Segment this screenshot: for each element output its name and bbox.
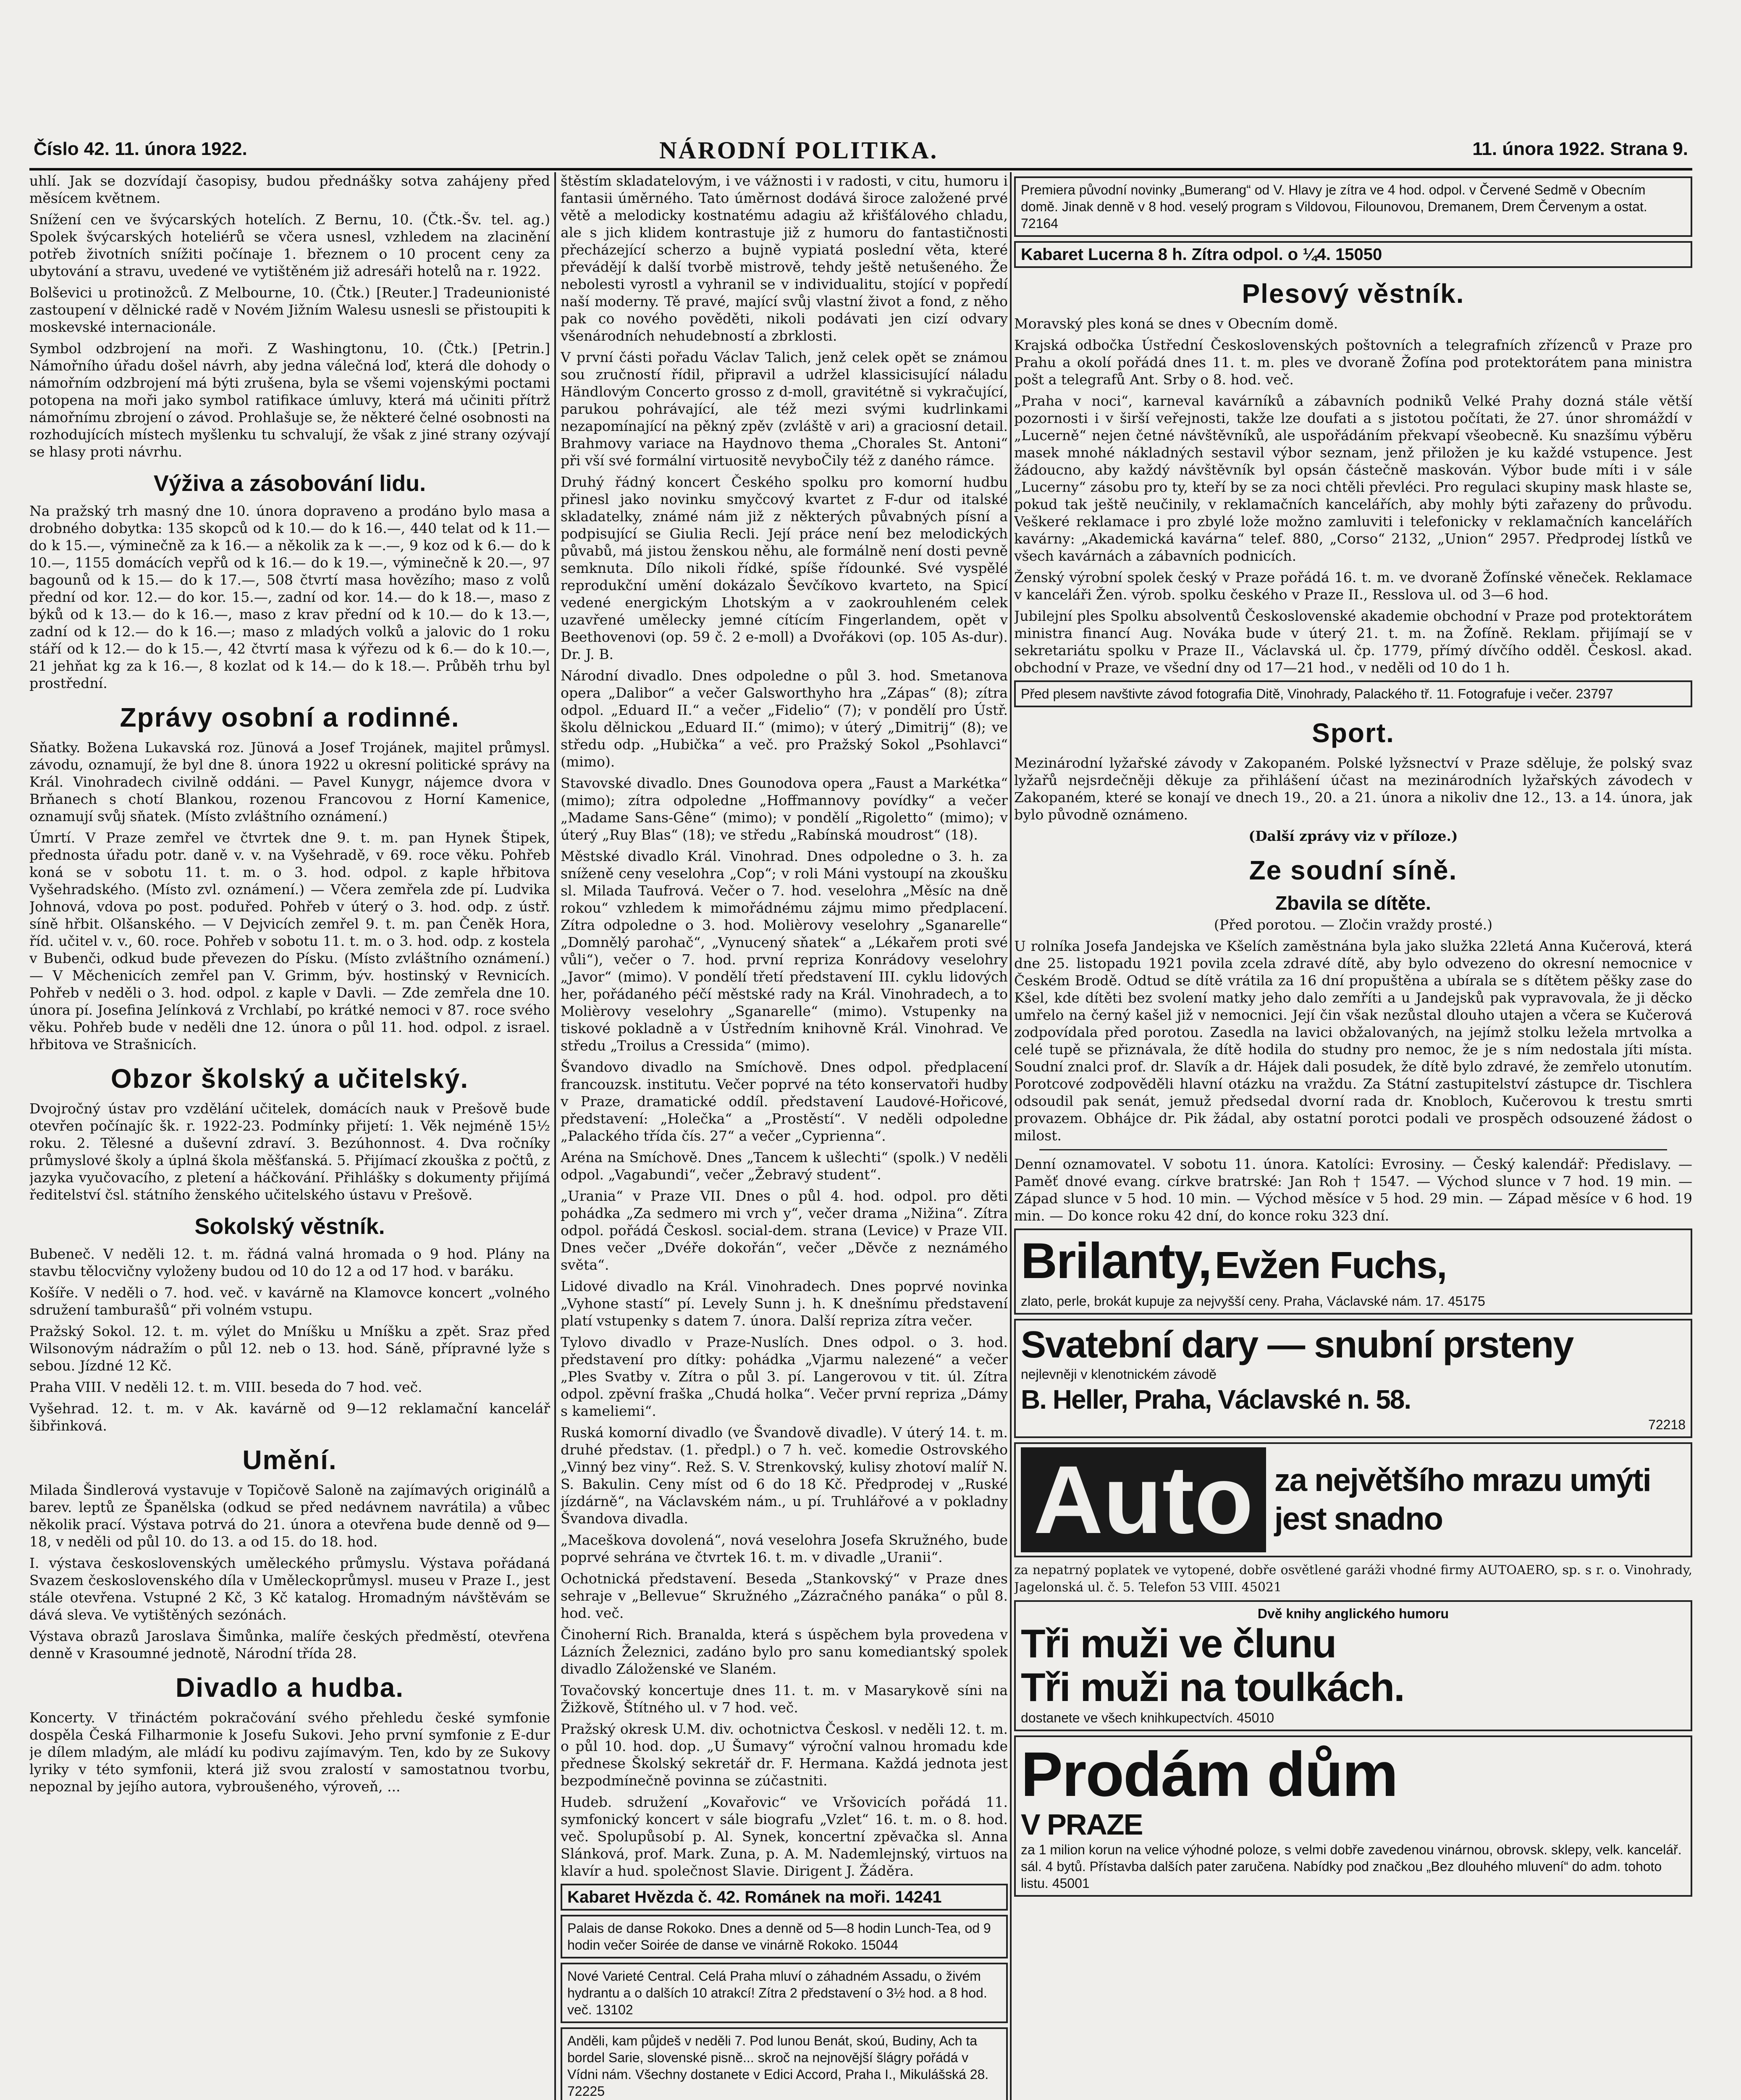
ad-bumerang: Premiera původní novinky „Bumerang“ od V. Hlavy je zítra ve 4 hod. odpol. v Červené Sedmě v Obecním domě. Jinak denně v 8 hod. veselý program s Vildovou, Filounovou, Dremanem, Drem Červenym a ostat. 72164 <box>1014 176 1692 237</box>
divider <box>1039 1149 1667 1150</box>
ad-brilanty <box>1014 1228 1692 1315</box>
ad-book-title-1: Tři muži ve člunu <box>1021 1621 1336 1666</box>
ad-rings-text: nejlevněji v klenotnickém závodě <box>1021 1367 1217 1382</box>
ad-rings-shop: B. Heller, Praha, Václavské n. 58. <box>1021 1384 1411 1415</box>
theatre-listing: Městské divadlo Král. Vinohrad. Dnes odpoledne o 3. h. za sníženě ceny veselohra „Cop“; v roli Máni vystoupí na zkoušku sl. Milada Taufrová. Večer o 7. hod. veselohra „Měsíc na dně rokou“ vzhledem k mimořádnému zájmu mimo předplacení. Zítra odpoledne o 3. hod. Molièrovy veselohry „Sganarelle“ „Domnělý parohač“, „Vynucený sňatek“ a „Lékařem proti své vůli“), večer o 7. hod. první repriza Konrádovy veselohry „Javor“ (mimo). V pondělí třetí představení III. cyklu lidových her, pořádaného péčí městské rady na Král. Vinohradech, a to Molièrovy veselohry „Sganarelle“ (mimo). Vstupenky na tiskové pokladně a v Ústředním knihovně Král. Vinohrad. Ve středu „Troilus a Cressida“ (mimo). <box>561 848 1008 1054</box>
section-heading-court: Ze soudní síně. <box>1249 855 1458 885</box>
theatre-listing: Lidové divadlo na Král. Vinohradech. Dnes poprvé novinka „Vyhone stastí“ pí. Levely Sunn j. h. K dnešnímu představení platí vstupenky s datem 7. února. Další repriza zítra večer. <box>561 1278 1008 1329</box>
art-item: Výstava obrazů Jaroslava Šimůnka, malíře českých předměstí, otevřena denně v Krasoumné jednotě, Národní třída 28. <box>29 1628 550 1662</box>
column-rule <box>554 172 556 2100</box>
section-heading-balls: Plesový věstník. <box>1242 278 1465 309</box>
concert-review-cont: štěstím skladatelovým, i ve vážnosti i v radosti, v citu, humoru i fantasii úměrného. Tato úměrnost dodává široce založené prvé větě a melodicky kostnatému adagiu až křišťálového chladu, ale s jich klidem kontrastuje již z humoru do fantastičnosti přecházející scherzo a bujně vypiatá poslední věta, které převádějí k další tvorbě mistrově, tehdy ještě netušeného. Že nebolesti vyrostl a vyhranil se v individualitu, stojící v popředí naší moderny. Tě pravé, mající svůj vlastní život a fond, z něho pak co nového pověděti, nikoli podávati jen cizí odvary všenárodních nehudebností a zbrklosti. <box>561 173 1008 344</box>
ad-rings-code: 72218 <box>1648 1417 1686 1432</box>
theatre-listing: Pražský okresk U.M. div. ochotnictva Českosl. v neděli 12. t. m. o půl 10. hod. dop. „U Šumavy“ výroční valnou hromadu kde přednese Školský sekretář dr. F. Hermana. Každá jednota jest bezpodmínečně povinna se zúčastniti. <box>561 1721 1008 1789</box>
ad-photo: Před plesem navštivte závod fotografia Ditě, Vinohrady, Palackého tř. 11. Fotografuje i večer. 23797 <box>1014 680 1692 707</box>
ad-house-city: V PRAZE <box>1021 1808 1143 1841</box>
ball-item: „Praha v noci“, karneval kavárníků a zábavních podniků Velké Prahy dozná stále větší pozornosti i v širší veřejnosti, takže lze doufati a s jistotou počítati, že 27. únor shromáždí v „Lucerně“ nejen četné návštěvníků, ale uspořádáním překvapí všeobecně. Ku snazšímu výběru masek mnohé nákladných sestavil výbor seznam, jenž přiložen je ku každé vstupence. Jest žádoucno, aby každý návštěvník byl opsán částečně maskován. Výbor bude míti i v sále „Lucerny“ zásobu pro ty, kteří by se za noci chtěli převléci. Pro regulaci skupiny mask hlaste se, pokud tak ještě neučinily, v reklamačních kancelářích, aby mohly býti zařazeny do průvodu. Veškeré reklamace i pro zbylé lože možno zamluviti i telefonicky v reklamačních kancelářích kavárny: „Akademická kavárna“ telef. 880, „Corso“ 2132, „Union“ 2957. Předprodej lístků ve všech kavárnách a zábavních podnicích. <box>1014 393 1692 564</box>
page-header <box>29 136 1692 171</box>
theatre-listing: Aréna na Smíchově. Dnes „Tancem k ušlechti“ (spolk.) V neděli odpol. „Vagabundi“, večer „Žebravý student“. <box>561 1149 1008 1183</box>
theatre-listing: Činoherní Rich. Branalda, která s úspěchem byla provedena v Lázních Železnici, zadáno bylo pro sanu komediantský spolek divadlo Záloženské ve Slaném. <box>561 1626 1008 1677</box>
supplement-note: (Další zprávy viz v příloze.) <box>1248 828 1458 844</box>
news-disarmament: Symbol odzbrojení na moři. Z Washingtonu, 10. (Čtk.) [Petrin.] Námořního úřadu došel návrh, aby jedna válečná loď, která dle dohody o námořním odzbrojení má býti zrušena, byla se všemi vojenskými poctami potopena na moři jako symbol ratifikace úmluvy, která má učiniti přítrž námořnímu zbrojení o závod. Prohlašuje se, že některé čelné osobnosti na rozhodujících místech myšlenku tu schvalují, že však z jiné strany ozývají se hlasy proti návrhu. <box>29 340 550 460</box>
ad-lucerna: Kabaret Lucerna 8 h. Zítra odpol. o ¼4. 15050 <box>1014 241 1692 268</box>
column-2 <box>561 172 1008 2100</box>
ball-item: Jubilejní ples Spolku absolventů Československé akademie obchodní v Praze pod protektorátem ministra financí Aug. Nováka bude v úterý 21. t. m. na Žofíně. Reklam. přijímají se v sekretariátu spolku v Praze II., Václavská ul. čp. 1779, přímý dívčího odděl. Českosl. akad. obchodní v Praze, ve všední dny od 17—21 hod., v neděli od 10 do 1 h. <box>1014 608 1692 676</box>
school-notice: Dvojročný ústav pro vzdělání učitelek, domácích nauk v Prešově bude otevřen počínajíc šk. r. 1922-23. Podmínky přijetí: 1. Věk nejméně 15½ roku. 2. Tělesné a duševní zdraví. 3. Bezúhonnost. 4. Dva ročníky průmyslové školy a úplná škola měšťanská. 5. Přijímací zkouška z počtů, z jazyka vyučovacího, z pletení a háčkování. Přihlášky s dokumenty přijímá ředitelství čsl. státního ženského učitelského ústavu v Prešově. <box>29 1100 550 1203</box>
ad-house-title: Prodám dům <box>1021 1739 1398 1809</box>
theatre-listing: „Urania“ v Praze VII. Dnes o půl 4. hod. odpol. pro děti pohádka „Za sedmero mi vrch y“, večer drama „Nižina“. Zítra odpol. pořádá Českosl. social-dem. strana (Levice) v Praze VII. Dnes večer „Dvéře dokořán“, večer „Děvče z neznámého světa“. <box>561 1188 1008 1273</box>
sport-item: Mezinárodní lyžařské závody v Zakopaném. Polské lyžsnectví v Praze sděluje, že polský svaz lyžařů nejsrdečněji děkuje za přihlášení účast na mezinárodních lyžařských závodech v Zakopaném, které se konají ve dnech 19., 20. a 21. února a nikoliv dne 12., 13. a 14. února, jak bylo původně oznámeno. <box>1014 755 1692 823</box>
ad-auto <box>1014 1442 1692 1557</box>
ad-auto-slogan: za největšího mrazu umýti jest snadno <box>1274 1462 1651 1537</box>
daily-calendar: Denní oznamovatel. V sobotu 11. února. Katolíci: Evrosiny. — Český kalendář: Předislavy. — Paměť dnové evang. církve bratrské: Jan Roh † 1547. — Východ slunce v 7 hod. 19 min. — Západ slunce v 5 hod. 10 min. — Východ měsíce v 5 hod. 29 min. — Západ měsíce v 6 hod. 19 min. — Do konce roku 42 dní, do konce roku 323 dní. <box>1014 1156 1692 1224</box>
ad-variete: Nové Varieté Central. Celá Praha mluví o záhadném Assadu, o živém hydrantu a o dalších 10 atrakcí! Zítra 2 představení o 3½ hod. a 8 hod. več. 13102 <box>561 1963 1008 2023</box>
ad-accord: Anděli, kam půjdeš v neděli 7. Pod lunou Benát, skoú, Budiny, Ach ta bordel Sarie, slovenské pisně... skroč na nejnovější šlágry pořádá v Vídni nám. Všechny dostanete v Edici Accord, Praha I., Mikulášská 28. 72225 <box>561 2027 1008 2100</box>
ad-books-text: dostanete ve všech knihkupectvích. 45010 <box>1021 1710 1274 1725</box>
theatre-listing: Ochotnická představení. Beseda „Stankovský“ v Praze dnes sehraje v „Bellevue“ Skružného „Zázračného panáka“ o půl 8. hod. več. <box>561 1570 1008 1621</box>
ad-brilanty-text: zlato, perle, brokát kupuje za nejvyšší ceny. Praha, Václavské nám. 17. 45175 <box>1021 1294 1485 1309</box>
sokol-item: Praha VIII. V neděli 12. t. m. VIII. beseda do 7 hod. več. <box>29 1379 422 1395</box>
sokol-item: Bubeneč. V neděli 12. t. m. řádná valná hromada o 9 hod. Plány na stavbu tělocvičny vyloženy budou od 10 do 12 a od 17 hod. v baráku. <box>29 1246 550 1279</box>
page-number-date: 11. února 1922. Strana 9. <box>1472 139 1688 159</box>
chamber-music-review: Druhý řádný koncert Českého spolku pro komorní hudbu přinesl jako novinku smyčcový kvartet z F-dur od italské skladatelky, známé nám již z některých půvabných písní a podpisující se Giulia Recli. Její práce není bez melodických půvabů, má jistou ženskou něhu, ale formálně není dosti pevně semknuta. Dílo nikoli řídké, spíše řídounké. Své vyspělé reprodukční umění dokázalo Ševčíkovo kvarteto, na Spicí vedené energickým Lhotským a v zaokrouhleném celek uzavřené umělecky jemné cítícím Fingerlandem, opět v Beethovenovi (op. 59 č. 2 e-moll) a Dvořákovi (op. 105 As-dur). Dr. J. B. <box>561 474 1008 662</box>
ad-book-title-2: Tři muži na toulkách. <box>1021 1665 1404 1710</box>
marriages-notice: Sňatky. Božena Lukavská roz. Jünová a Josef Trojánek, majitel průmysl. závodu, oznamují, že byl dne 8. února 1922 u okresní politické správy na Král. Vinohradech civilně oddáni. — Pavel Kunygr, nájemce dvora v Brňanech s chotí Blankou, rozenou Francovou z Horní Kamenice, oznamují svůj sňatek. (Místo zvláštního oznámení.) <box>29 739 550 824</box>
deaths-notice: Úmrtí. V Praze zemřel ve čtvrtek dne 9. t. m. pan Hynek Štipek, přednosta úřadu potr. daně v. v. na Vyšehradě, v 69. roce věku. Pohřeb koná se v sobotu 11. t. m. o 3. hod. odpol. z kaple hřbitova Vyšehradského. (Místo zvl. oznámení.) — Včera zemřela zde pí. Ludvika Johnová, vdova po post. poduřed. Pohřeb v úterý o 3. hod. odp. z ústř. síně hřbit. Olšanského. — V Dejvicích zemřel 9. t. m. pan Čeněk Hora, říd. učitel v. v., 60. roce. Pohřeb v sobotu 11. t. m. o 3. hod. odp. z kostela v Bubenči, odkud bude převezen do Písku. (Místo zvláštního oznámení.) — V Měchenicích zemřel pan V. Grimm, býv. hostinský v Revnicích. Pohřeb v neděli o 3. hod. odpol. z kaple v Davli. — Zde zemřela dne 10. února pí. Josefina Jelínková z Vrchlabí, po krátké nemoci v 87. roce svého věku. Pohřeb bude v neděli dne 12. února o půl 11. hod. odpol. z israel. hřbitova ve Strašnicích. <box>29 830 550 1053</box>
section-heading-sport: Sport. <box>1312 718 1395 748</box>
ad-house <box>1014 1735 1692 1897</box>
section-heading-art: Umění. <box>242 1445 337 1475</box>
section-heading-school: Obzor školský a učitelský. <box>110 1063 469 1094</box>
court-title: Zbavila se dítěte. <box>1275 892 1431 914</box>
ad-kabaret-hvezda: Kabaret Hvězda č. 42. Románek na moři. 14241 <box>561 1884 1008 1911</box>
sokol-item: Košíře. V neděli o 7. hod. več. v kavárně na Klamovce koncert „volného sdružení tamburašů“ při volném vstupu. <box>29 1284 550 1318</box>
ad-brilanty-name: Evžen Fuchs, <box>1215 1244 1447 1286</box>
section-heading-theatre: Divadlo a hudba. <box>175 1672 404 1703</box>
sokol-item: Vyšehrad. 12. t. m. v Ak. kavárně od 9—12 reklamační kancelář šibřinková. <box>29 1400 550 1434</box>
section-heading-food: Výživa a zásobování lidu. <box>153 471 426 496</box>
ad-brilanty-title: Brilanty, <box>1021 1233 1211 1289</box>
section-heading-personal: Zprávy osobní a rodinné. <box>120 702 460 732</box>
theatre-listing: Tylovo divadlo v Praze-Nuslích. Dnes odpol. o 3. hod. představení pro dítky: pohádka „Vjarmu nalezené“ a večer „Ples Svatby v. Zítra o půl 3. pí. Langerovou v tit. úl. Zítra odpol. zpěvní fraška „Chudá holka“. Večer první repriza „Dámy s kameliemi“. <box>561 1334 1008 1419</box>
news-bolsheviks: Bolševici u protinožců. Z Melbourne, 10. (Čtk.) [Reuter.] Tradeunionisté zastoupení v dělnické radě v Novém Jižním Walesu usnesli se přistoupiti k moskevské internacionále. <box>29 284 550 335</box>
column-rule <box>1010 172 1012 2100</box>
article-paragraph: uhlí. Jak se dozvídají časopisy, budou přednášky sotva zahájeny před měsícem květnem. <box>29 173 550 206</box>
issue-number-date: Číslo 42. 11. února 1922. <box>34 139 247 159</box>
ad-rings-title: Svatební dary — snubní prsteny <box>1021 1324 1573 1366</box>
ad-books <box>1014 1600 1692 1731</box>
court-subtitle: (Před porotou. — Zločin vraždy prosté.) <box>1214 916 1493 933</box>
section-heading-sokol: Sokolský věstník. <box>194 1214 385 1239</box>
concert-review: Koncerty. V třináctém pokračování svého přehledu české symfonie dospěla Česká Filharmonie k Josefu Sukovi. Jeho první symfonie z E-dur je dílem mladým, ale mládí ku podivu zajímavým. Ten, kdo by ze Sukovy lyriky v této symfonii, která již svou zralostí v samostatnou tvorbu, nepoznal by jejího autora, vybroušeného, výroveň, ... <box>29 1709 550 1795</box>
concert-review-cont: V první části pořadu Václav Talich, jenž celek opět se známou sou zručností řídil, připravil a udržel klassicisující náladu Händlovým Concerto grosso z d-moll, gravitétně si vykračující, parukou pohrávající, ale též mezi svými kudrlinkami nezapomínající na pěkný zpěv (zvláště v ari) a graciosní detail. Brahmovy variace na Haydnovo thema „Chorales St. Antoni“ při vší své formální virtuositě nevyboČily též z daného rámce. <box>561 349 1008 469</box>
ad-rokoko: Palais de danse Rokoko. Dnes a denně od 5—8 hodin Lunch-Tea, od 9 hodin večer Soirée de danse ve vinárně Rokoko. 15044 <box>561 1915 1008 1958</box>
column-1 <box>29 172 550 2100</box>
news-swiss-hotels: Snížení cen ve švýcarských hotelích. Z Bernu, 10. (Čtk.-Šv. tel. ag.) Spolek švýcarských hoteliérů se včera usnesl, vzhledem na zlacinění potřeb životních snížiti počínaje 1. březnem o 10 procent ceny za ubytování a stravu, uvedené ve vytištěném již adresáři hotelů na r. 1922. <box>29 211 550 279</box>
ad-auto-text: za nepatrný poplatek ve vytopené, dobře osvětlené garáži vhodné firmy AUTOAERO, sp. s r. o. Vinohrady, Jagelonská ul. č. 5. Telefon 53 VIII. 45021 <box>1014 1563 1692 1595</box>
art-item: Milada Šindlerová vystavuje v Topičově Saloně na zajímavých originálů a barev. leptů ze Španělska (odkud se před nedávnem navrátila) a vůbec několik prací. Výstava potrvá do 21. února a otevřena bude denně od 9—18, v neděli od půl 10. do 13. a od 15. do 18. hod. <box>29 1482 550 1550</box>
theatre-listing: Národní divadlo. Dnes odpoledne o půl 3. hod. Smetanova opera „Dalibor“ a večer Galsworthyho hra „Zápas“ (8); zítra odpol. „Eduard II.“ a večer „Fidelio“ (7); v pondělí pro Ústř. školu dělnickou „Eduard II.“ (mimo); v úterý „Dimitrij“ (8); ve středu odp. „Hubička“ a več. pro Pražský Sokol „Psohlavci“ (mimo). <box>561 667 1008 770</box>
theatre-listing: Stavovské divadlo. Dnes Gounodova opera „Faust a Markétka“ (mimo); zítra odpoledne „Hoffmannovy povídky“ a večer „Madame Sans-Gêne“ (mimo); v pondělí „Rigoletto“ (mimo); v úterý „Ruy Blas“ (18); ve středu „Rabínská moudrost“ (18). <box>561 775 1008 843</box>
ad-auto-logo: Auto <box>1021 1447 1266 1552</box>
ball-item: Ženský výrobní spolek český v Praze pořádá 16. t. m. ve dvoraně Žofínské věneček. Reklamace v kanceláři Žen. výrob. spolku českého v Praze II., Resslova ul. od 3—6 hod. <box>1014 569 1692 603</box>
sokol-item: Pražský Sokol. 12. t. m. výlet do Mníšku u Mníšku a zpět. Sraz před Wilsonovým nádražím o půl 12. neb o 13. hod. Sáně, přípravné lyže s sebou. Jízdné 12 Kč. <box>29 1323 550 1374</box>
theatre-listing: Švandovo divadlo na Smíchově. Dnes odpol. předplacení francouzsk. institutu. Večer poprvé na této konservatoři hudby v Praze, dramatické oddíl. představení Laudové-Hořicové, představení: „Holečka“ a „Prostěstí“. V neděli odpoledne „Palackého třída čís. 27“ a večer „Cyprienna“. <box>561 1059 1008 1144</box>
newspaper-title: NÁRODNÍ POLITIKA. <box>659 136 939 164</box>
column-3 <box>1014 172 1692 2100</box>
ball-item: Krajská odbočka Ústřední Československých poštovních a telegrafních zřízenců v Praze pro Prahu a okolí pořádá dnes 11. t. m. ples ve dvoraně Žofína pod protektorátem pana ministra pošt a telegrafů Ant. Srby o 8. hod. več. <box>1014 337 1692 388</box>
ad-books-intro: Dvě knihy anglického humoru <box>1257 1606 1449 1621</box>
theatre-listing: Hudeb. sdružení „Kovařovic“ ve Vršovicích pořádá 11. symfonický koncert v sále biografu „Vzlet“ 16. t. m. o 8. hod. več. Spolupůsobí p. Al. Synek, koncertní zpěvačka sl. Anna Slánková, prof. Mark. Zuna, p. A. M. Nademlejnský, virtuos na klavír a hud. společnost Slavie. Dirigent J. Žáděra. <box>561 1794 1008 1879</box>
court-report: U rolníka Josefa Jandejska ve Kšelích zaměstnána byla jako služka 22letá Anna Kučerová, která dne 25. listopadu 1921 povila zcela zdravé dítě, aby bylo odvezeno do okresní nemocnice v Českém Brodě. Odtud se dítě vrátila za 16 dní propuštěna a ubírala se s dítětem pěšky zase do Kšel, kde dítěti bez svolení matky jeho dalo zemříti a u Jandejsků pak vypravovala, že ji děcko umřelo na černý kašel již v nemocnici. Její čin však nezůstal dlouho utajen a včera se Kučerová zodpovídala před porotou. Zasedla na lavici obžalovaných, na jejímž stolku ležela mrtvolka a celé tupě se přiznávala, že dítě hodila do studny pro nemoc, že je s ním nedostala jíti místa. Soudní znalci prof. dr. Slavík a dr. Hájek dali posudek, že dítě bylo zdravé, že zemřelo utonutím. Porotcové zodpověděli hlavní otázku na vraždu. Za Státní zastupitelství zástupce dr. Tischlera odsoudil pak senát, jemuž předsedal dvorní rada dr. Knobloch, Kučerovou k trestu smrti provazem. Obhájce dr. Pik žádal, aby ostatní porotci podali ve prospěch odsouzené žádost o milost. <box>1014 938 1692 1144</box>
art-item: I. výstava československých uměleckého průmyslu. Výstava pořádaná Svazem československého díla v Uměleckoprůmysl. museu v Praze I., jest stále otevřena. Vstupné 2 Kč, 3 Kč katalog. Hromadným návštěvám se dává sleva. Ve vytištěných sezónách. <box>29 1555 550 1623</box>
ad-svatebni-dary <box>1014 1319 1692 1438</box>
meat-market-report: Na pražský trh masný dne 10. února dopraveno a prodáno bylo masa a drobného dobytka: 135 skopců od k 10.— do k 16.—, 440 telat od k 11.— do k 15.—, výminečně za k 16.— a několik za k —.—, 9 koz od k 6.— do k 10.—, 1155 domácích vepřů od k 16.— do k 19.—, výminečně k 20.—, 97 bagounů od k 15.— do k 17.—, 508 čtvrtí masa hovězího; maso z volů přední od kor. 12.— do kor. 15.—, zadní od kor. 14.— do k 18.—, maso z býků od k 13.— do k 16.—, maso z krav přední od k 10.— do k 13.—, zadní od k 12.— do k 16.—; maso z mladých volků a jalovic do 1 roku stáří od k 12.— do k 15.—, 42 čtvrtí masa k výřezu od k 6.— do k 10.—, 21 jehňat kg za k 16.—, 8 kozlat od k 14.— do k 18.—. Průběh trhu byl prostřední. <box>29 503 550 691</box>
theatre-listing: „Maceškova dovolená“, nová veselohra Josefa Skružného, bude poprvé sehrána ve čtvrtek 16. t. m. v divadle „Uranii“. <box>561 1532 1008 1565</box>
theatre-listing: Ruská komorní divadlo (ve Švandově divadle). V úterý 14. t. m. druhé představ. (1. předpl.) o 7 h. več. komedie Ostrovského „Vinný bez viny“. Rež. S. V. Strenkovský, kulisy zhotoví malíř N. S. Bakulin. Ceny míst od 6 do 18 Kč. Předprodej v „Ruské jízdárně“, na Václavském nám., u pí. Truhlářové a v pokladny Švandova divadla. <box>561 1424 1008 1527</box>
ad-house-text: za 1 milion korun na velice výhodné poloze, s velmi dobře zavedenou vinárnou, obrovsk. sklepy, velk. kancelář. sál. 4 bytů. Přístavba dalších pater zaručena. Nabídky pod značkou „Bez dlouhého mluvení“ do adm. tohoto listu. 45001 <box>1021 1842 1682 1891</box>
ball-item: Moravský ples koná se dnes v Obecním domě. <box>1014 315 1338 332</box>
theatre-listing: Tovačovský koncertuje dnes 11. t. m. v Masarykově síni na Žižkově, Štítného ul. v 7 hod. več. <box>561 1682 1008 1716</box>
